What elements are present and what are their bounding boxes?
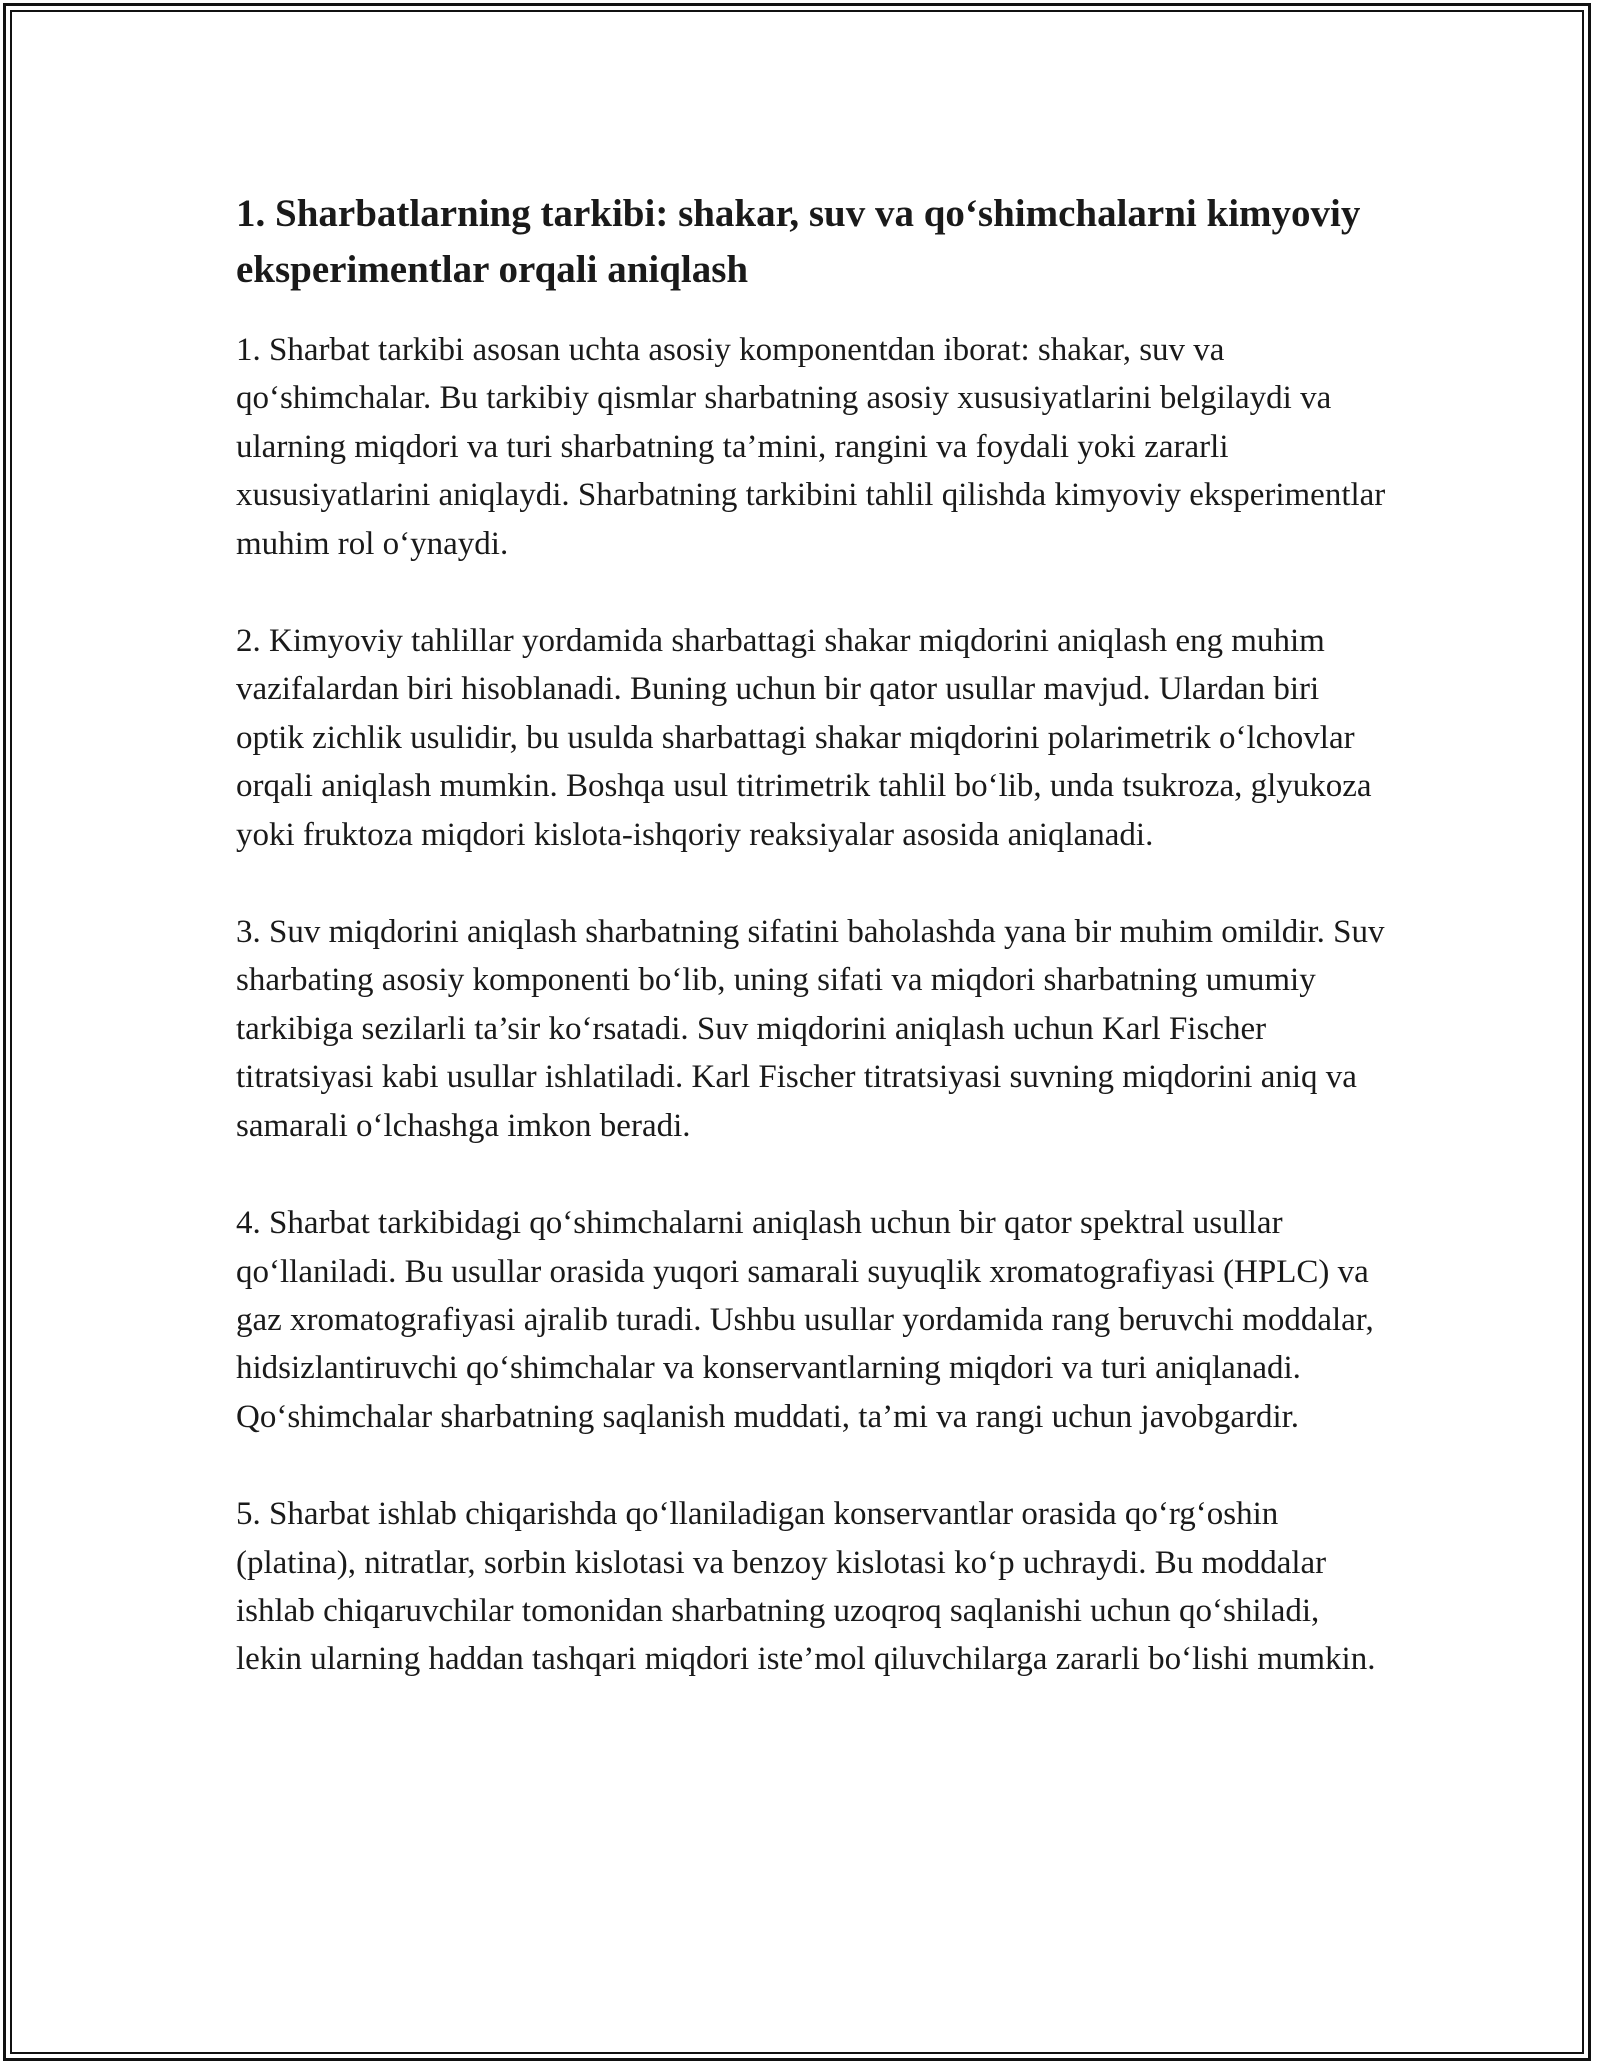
paragraph-2: 2. Kimyoviy tahlillar yordamida sharbattagi shakar miqdorini aniqlash eng muhim vazifalardan biri hisoblanadi. Buning uchun bir qator usullar mavjud. Ulardan biri optik zichlik usulidir, bu usulda sharbattagi shakar miqdorini polarimetrik o‘lchovlar orqali aniqlash mumkin. Boshqa usul titrimetrik tahlil bo‘lib, unda tsukroza, glyukoza yoki fruktoza miqdori kislota-ishqoriy reaksiyalar asosida aniqlanadi. [236, 623, 1372, 853]
paragraph-5: 5. Sharbat ishlab chiqarishda qo‘llaniladigan konservantlar orasida qo‘rg‘oshin (platina), nitratlar, sorbin kislotasi va benzoy kislotasi ko‘p uchraydi. Bu moddalar ishlab chiqaruvchilar tomonidan sharbatning uzoqroq saqlanishi uchun qo‘shiladi, lekin ularning haddan tashqari miqdori iste’mol qiluvchilarga zararli bo‘lishi mumkin. [236, 1496, 1376, 1678]
paragraph-4: 4. Sharbat tarkibidagi qo‘shimchalarni aniqlash uchun bir qator spektral usullar qo‘llaniladi. Bu usullar orasida yuqori samarali suyuqlik xromatografiyasi (HPLC) va gaz xromatografiyasi ajralib turadi. Ushbu usullar yordamida rang beruvchi moddalar, hidsizlantiruvchi qo‘shimchalar va konservantlarning miqdori va turi aniqlanadi. Qo‘shimchalar sharbatning saqlanish muddati, ta’mi va rangi uchun javobgardir. [236, 1205, 1374, 1435]
paragraph-1: 1. Sharbat tarkibi asosan uchta asosiy komponentdan iborat: shakar, suv va qo‘shimchalar. Bu tarkibiy qismlar sharbatning asosiy xususiyatlarini belgilaydi va ularning miqdori va turi sharbatning ta’mini, rangini va foydali yoki zararli xususiyatlarini aniqlaydi. Sharbatning tarkibini tahlil qilishda kimyoviy eksperimentlar muhim rol o‘ynaydi. [236, 332, 1386, 562]
document-body [236, 186, 1386, 1733]
page-title: 1. Sharbatlarning tarkibi: shakar, suv va qo‘shimchalarni kimyoviy eksperimentlar orqali aniqlash [236, 192, 1361, 291]
paragraph-3: 3. Suv miqdorini aniqlash sharbatning sifatini baholashda yana bir muhim omildir. Suv sharbating asosiy komponenti bo‘lib, uning sifati va miqdori sharbatning umumiy tarkibiga sezilarli ta’sir ko‘rsatadi. Suv miqdorini aniqlash uchun Karl Fischer titratsiyasi kabi usullar ishlatiladi. Karl Fischer titratsiyasi suvning miqdorini aniq va samarali o‘lchashga imkon beradi. [236, 914, 1385, 1144]
